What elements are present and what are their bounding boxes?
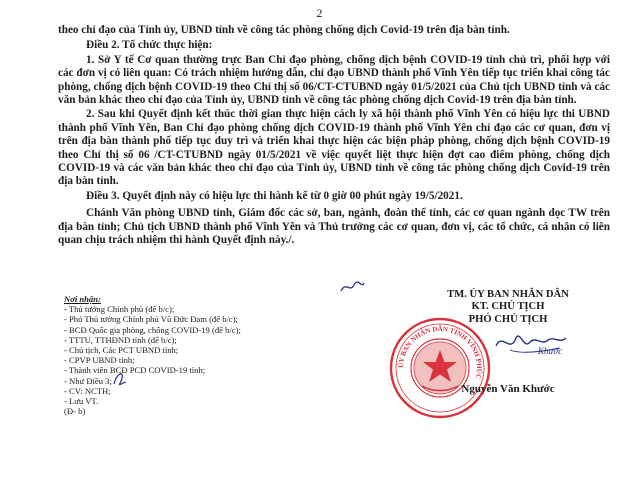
seal-text: ỦY BAN NHÂN DÂN TỈNH VĨNH PHÚC: [396, 324, 484, 380]
recipient-item: - BCĐ Quốc gia phòng, chống COVID-19 (để b/c);: [64, 324, 241, 335]
recipient-item: - CPVP UBND tỉnh;: [64, 355, 135, 366]
article-2-item-2: 2. Sau khi Quyết định kết thúc thời gian thực hiện cách ly xã hội thành phố Vĩnh Yên có hiệu lực thi UBND thành phố Vĩnh Yên, Ban Chỉ đạo phòng chống dịch COVID-19 thành phố Vĩnh Yên chỉ đạo các cơ quan, đơn vị trên địa bàn thành phố tiếp tục duy trì và triển khai thực hiện các biện pháp phòng, chống dịch bệnh COVID-19 theo Chỉ thị số 06 /CT-CTUBND ngày 01/5/2021 về việc quyết liệt thực hiện đợt cao điểm phòng, chống dịch COVID-19 và các văn bản khác theo chỉ đạo của Tỉnh ủy, UBND tỉnh về công tác phòng chống dịch Covid-19 trên địa bàn tỉnh.: [58, 108, 610, 188]
signer-name: Nguyễn Văn Khước: [461, 383, 555, 395]
recipients-heading: Nơi nhận:: [64, 294, 101, 304]
handwritten-initial: [110, 366, 130, 388]
handwritten-signature: [490, 324, 570, 358]
article-3: Điều 3. Quyết định này có hiệu lực thi hành kể từ 0 giờ 00 phút ngày 19/5/2021.: [86, 189, 463, 202]
recipient-item: - Thành viên BCĐ PCD COVID-19 tỉnh;: [64, 365, 206, 376]
signature-line-2: KT. CHỦ TỊCH: [471, 301, 545, 313]
initial-mark: [338, 279, 366, 295]
page-number: 2: [316, 6, 323, 20]
closing-paragraph: Chánh Văn phòng UBND tỉnh, Giám đốc các sở, ban, ngành, đoàn thể tỉnh, các cơ quan ngành dọc TW trên địa bàn tỉnh; Chủ tịch UBND thành phố Vĩnh Yên và Thủ trưởng các cơ quan, đơn vị, các tổ chức, cá nhân có liên quan chịu trách nhiệm thi hành Quyết định này./.: [58, 207, 610, 247]
recipient-item: - Chủ tịch, Các PCT UBND tỉnh;: [64, 345, 179, 356]
recipient-item: - Lưu VT.: [64, 396, 99, 407]
recipient-item: (Đ- b): [64, 406, 86, 417]
recipient-item: - Như Điều 3;: [64, 375, 112, 386]
signature-line-3: PHÓ CHỦ TỊCH: [468, 313, 548, 325]
recipient-item: - Thủ tướng Chính phủ (để b/c);: [64, 304, 175, 315]
recipient-item: - TTTU, TTHĐND tỉnh (để b/c);: [64, 334, 177, 345]
intro-line: theo chỉ đạo của Tỉnh ủy, UBND tỉnh về công tác phòng chống dịch Covid-19 trên địa bàn tỉnh.: [58, 24, 510, 36]
recipient-item: - Phó Thủ tướng Chính phủ Vũ Đức Đam (để b/c);: [64, 314, 238, 325]
recipient-item: - CV: NCTH;: [64, 385, 111, 396]
signature-line-1: TM. ỦY BAN NHÂN DÂN: [447, 289, 569, 300]
recipients-list: [64, 294, 364, 416]
article-2-title: Điều 2. Tổ chức thực hiện:: [86, 39, 213, 52]
article-2-item-1: 1. Sở Y tế Cơ quan thường trực Ban Chỉ đạo phòng, chống dịch bệnh COVID-19 tỉnh chủ trì, phối hợp với các đơn vị có liên quan: Có trách nhiệm hướng dẫn, chỉ đạo UBND thành phố Vĩnh Yên tiếp tục triển khai công tác phòng, chống dịch bệnh COVID-19 theo Chỉ thị số 06/CT-CTUBND ngày 01/5/2021 của Chủ tịch UBND tỉnh và các văn bản khác theo chỉ đạo của Tỉnh ủy, UBND tỉnh về công tác phòng chống dịch Covid-19 trên địa bàn tỉnh.: [58, 53, 610, 107]
signature-text: Khước: [538, 346, 563, 356]
document-body: [58, 24, 610, 248]
official-seal: [388, 316, 492, 420]
